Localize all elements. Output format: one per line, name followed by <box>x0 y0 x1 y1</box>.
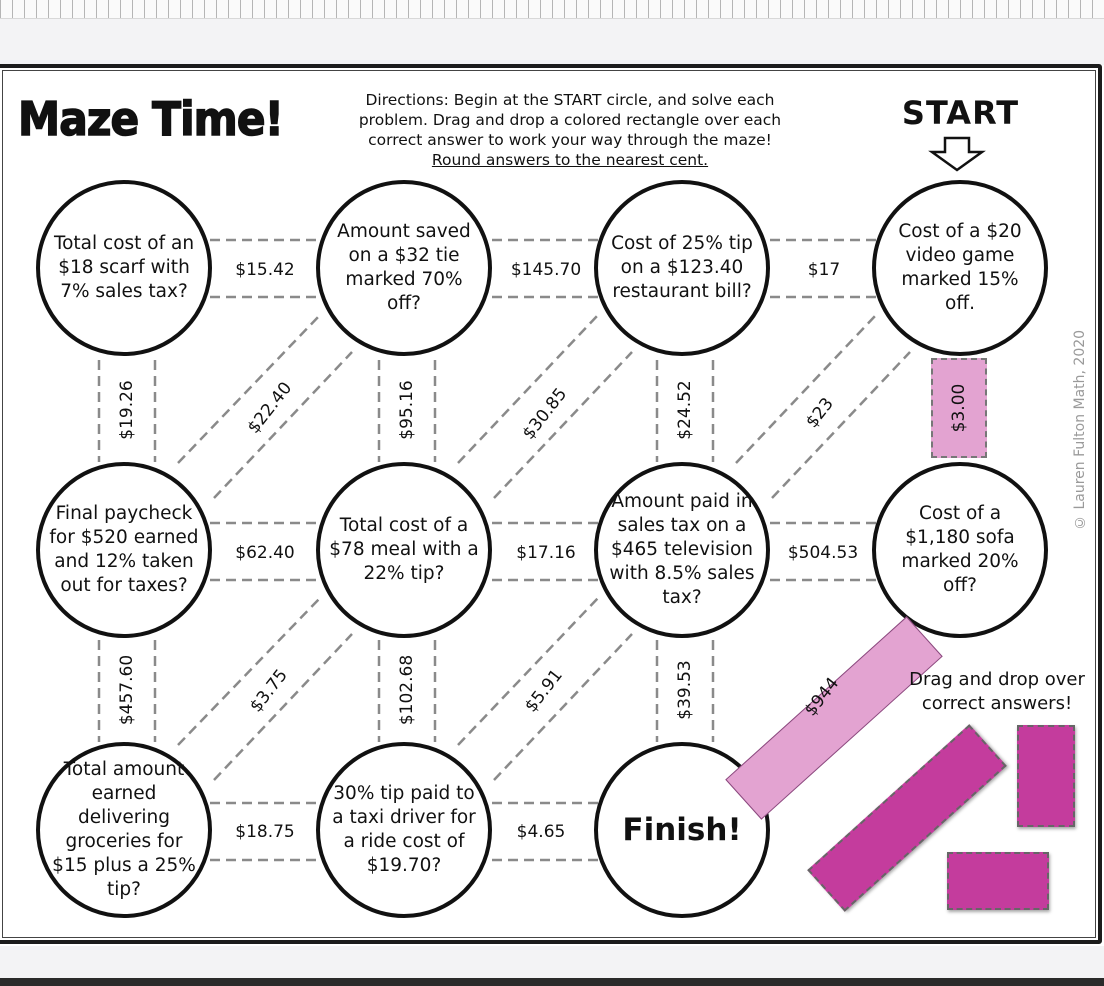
answer-label: $18.75 <box>235 822 295 842</box>
answer-label: $17 <box>807 260 841 280</box>
draggable-rectangle-horizontal[interactable] <box>947 852 1049 910</box>
answer-label: $22.40 <box>243 378 297 438</box>
answer-label: $30.85 <box>518 384 572 444</box>
start-arrow-icon <box>932 138 982 170</box>
drag-instruction: Drag and drop over correct answers! <box>909 669 1085 714</box>
directions-body: Directions: Begin at the START circle, and solve each problem. Drag and drop a colored rectangle over each correct answer to work your way through the maze! <box>358 91 782 149</box>
worksheet-title: Maze Time! <box>18 92 284 146</box>
start-problem-circle: Cost of a $20 video game marked 15% off. <box>872 180 1048 356</box>
answer-label: $23 <box>802 394 838 432</box>
problem-circle: Total amount earned delivering groceries for $15 plus a 25% tip? <box>36 742 212 918</box>
answer-label: $39.53 <box>675 660 695 720</box>
draggable-rectangle-vertical[interactable] <box>1017 725 1075 827</box>
answer-label: $15.42 <box>235 260 295 280</box>
directions-text <box>330 90 810 170</box>
problem-circle: Final paycheck for $520 earned and 12% taken out for taxes? <box>36 462 212 638</box>
answer-label: $3.00 <box>949 383 969 433</box>
answer-label: $504.53 <box>787 543 859 563</box>
answer-label: $4.65 <box>516 822 566 842</box>
answer-label: $3.75 <box>246 665 292 717</box>
problem-circle: Total cost of a $78 meal with a 22% tip? <box>316 462 492 638</box>
answer-label: $17.16 <box>516 543 576 563</box>
problem-circle: 30% tip paid to a taxi driver for a ride cost of $19.70? <box>316 742 492 918</box>
answer-label: $457.60 <box>117 654 137 726</box>
finish-circle: Finish! <box>594 742 770 918</box>
problem-circle: Amount paid in sales tax on a $465 television with 8.5% sales tax? <box>594 462 770 638</box>
window-edge <box>0 978 1104 986</box>
answer-label: $24.52 <box>675 380 695 440</box>
answer-label: $19.26 <box>117 380 137 440</box>
answer-label: $62.40 <box>235 543 295 563</box>
copyright-credit: © Lauren Fulton Math, 2020 <box>1072 329 1088 530</box>
answer-label: $944 <box>800 673 844 721</box>
problem-circle: Cost of a $1,180 sofa marked 20% off? <box>872 462 1048 638</box>
problem-circle: Amount saved on a $32 tie marked 70% off? <box>316 180 492 356</box>
problem-circle: Cost of 25% tip on a $123.40 restaurant bill? <box>594 180 770 356</box>
answer-label: $102.68 <box>397 654 417 726</box>
directions-rounding-note: Round answers to the nearest cent. <box>431 151 709 169</box>
answer-label: $5.91 <box>521 665 567 717</box>
problem-circle: Total cost of an $18 scarf with 7% sales tax? <box>36 180 212 356</box>
answer-label: $95.16 <box>397 380 417 440</box>
answer-label: $145.70 <box>510 260 582 280</box>
start-label: START <box>901 94 1020 132</box>
